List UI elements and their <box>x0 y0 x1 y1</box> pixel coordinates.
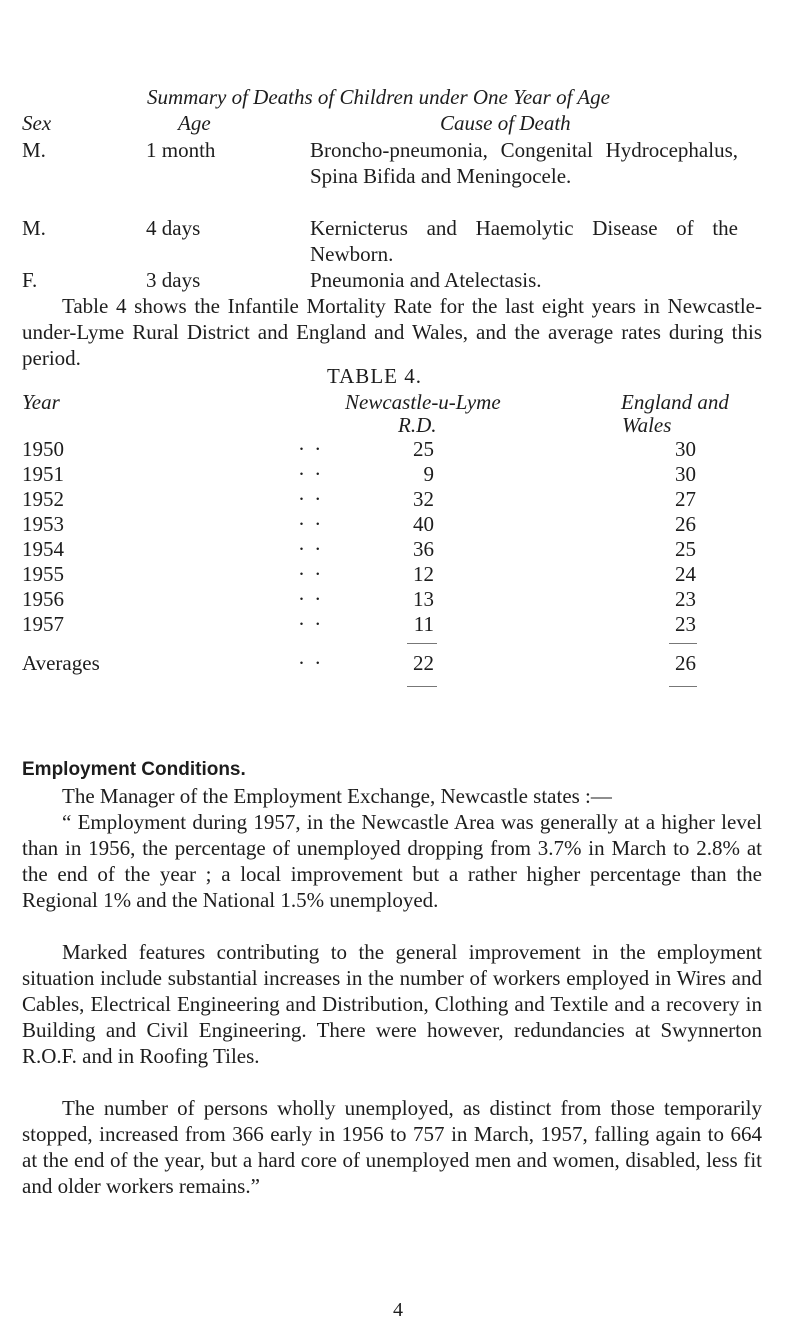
death-cause: Pneumonia and Atelectasis. <box>310 268 542 292</box>
row-leader-dots: · · <box>298 512 324 536</box>
row-ncl-rate: 36 <box>413 537 434 561</box>
row-leader-dots: · · <box>298 587 324 611</box>
table-header-ew-sub: Wales <box>622 413 672 437</box>
averages-ew: 26 <box>675 651 696 675</box>
death-age: 3 days <box>146 268 201 292</box>
row-ncl-rate: 12 <box>413 562 434 586</box>
row-ew-rate: 25 <box>675 537 696 561</box>
row-leader-dots: · · <box>298 437 324 461</box>
table-header-ew: England and <box>621 390 729 414</box>
employment-paragraph: The number of persons wholly unemployed, as distinct from those temporarily stopped, increased from 366 early in 1956 to 757 in March, 1957, falling again to 664 at the end of the year, but a hard core of unemployed men and women, disabled, less fit and older workers remains.” <box>22 1096 762 1198</box>
death-sex: M. <box>22 216 46 240</box>
table-row <box>0 511 800 537</box>
table-row <box>0 536 800 562</box>
row-leader-dots: · · <box>298 487 324 511</box>
header-sex: Sex <box>22 111 52 135</box>
row-year: 1954 <box>22 537 64 561</box>
row-ncl-rate: 25 <box>413 437 434 461</box>
row-ew-rate: 30 <box>675 437 696 461</box>
table-row <box>0 486 800 512</box>
row-leader-dots: · · <box>298 612 324 636</box>
row-leader-dots: · · <box>298 462 324 486</box>
table-row <box>0 586 800 612</box>
row-year: 1951 <box>22 462 64 486</box>
row-year: 1955 <box>22 562 64 586</box>
row-ncl-rate: 40 <box>413 512 434 536</box>
death-sex: F. <box>22 268 38 292</box>
row-ew-rate: 30 <box>675 462 696 486</box>
row-ncl-rate: 11 <box>413 612 434 636</box>
sum-rule-ew <box>669 643 697 644</box>
table-header-year: Year <box>22 390 60 414</box>
row-ew-rate: 23 <box>675 612 696 636</box>
row-ew-rate: 27 <box>675 487 696 511</box>
employment-paragraph: Marked features contributing to the general improvement in the employment situation include substantial increases in the number of workers employed in Wires and Cables, Electrical Engineering and Distribution, Clothing and Textile and a recovery in Building and Civil Engineering. There were however, redundancies at Swynnerton R.O.F. and in Roofing Tiles. <box>22 940 762 1068</box>
row-year: 1952 <box>22 487 64 511</box>
row-ncl-rate: 13 <box>413 587 434 611</box>
employment-paragraph: The Manager of the Employment Exchange, Newcastle states :— <box>62 784 612 808</box>
death-age: 4 days <box>146 216 201 240</box>
table-row <box>0 436 800 462</box>
total-rule-ncl <box>407 686 437 687</box>
table-row <box>0 611 800 637</box>
row-ncl-rate: 32 <box>413 487 434 511</box>
row-year: 1957 <box>22 612 64 636</box>
row-ew-rate: 23 <box>675 587 696 611</box>
table-header-ncl-sub: R.D. <box>398 413 437 437</box>
sum-rule-ncl <box>407 643 437 644</box>
header-age: Age <box>178 111 211 135</box>
row-ew-rate: 24 <box>675 562 696 586</box>
death-cause: Kernicterus and Haemolytic Disease of the Newborn. <box>310 216 738 266</box>
table-row <box>0 461 800 487</box>
row-leader-dots: · · <box>298 562 324 586</box>
page-number: 4 <box>393 1299 403 1321</box>
table-row <box>0 561 800 587</box>
table-averages-row <box>0 650 800 676</box>
row-leader-dots: · · <box>298 537 324 561</box>
summary-title: Summary of Deaths of Children under One Year of Age <box>147 85 610 109</box>
row-leader-dots: · · <box>298 651 324 675</box>
row-ew-rate: 26 <box>675 512 696 536</box>
averages-ncl: 22 <box>413 651 434 675</box>
row-ncl-rate: 9 <box>423 462 434 486</box>
death-age: 1 month <box>146 138 216 162</box>
table-title: TABLE 4. <box>327 364 422 388</box>
death-cause: Broncho-pneumonia, Congenital Hydrocephalus, Spina Bifida and Meningocele. <box>310 138 738 188</box>
table-header-ncl: Newcastle-u-Lyme <box>345 390 501 414</box>
header-cause: Cause of Death <box>440 111 571 135</box>
row-year: 1956 <box>22 587 64 611</box>
employment-paragraph: “ Employment during 1957, in the Newcastle Area was generally at a higher level than in 1956, the percentage of unemployed dropping from 3.7% in March to 2.8% at the end of the year ; a local improvement but a rather higher percentage than the Regional 1% and the National 1.5% unemployed. <box>22 810 762 912</box>
averages-label: Averages <box>22 651 100 675</box>
death-sex: M. <box>22 138 46 162</box>
section-heading: Employment Conditions. <box>22 759 246 780</box>
intro-paragraph: Table 4 shows the Infantile Mortality Rate for the last eight years in Newcastle-under-Lyme Rural District and England and Wales, and the average rates during this period. <box>22 294 762 370</box>
total-rule-ew <box>669 686 697 687</box>
row-year: 1950 <box>22 437 64 461</box>
row-year: 1953 <box>22 512 64 536</box>
